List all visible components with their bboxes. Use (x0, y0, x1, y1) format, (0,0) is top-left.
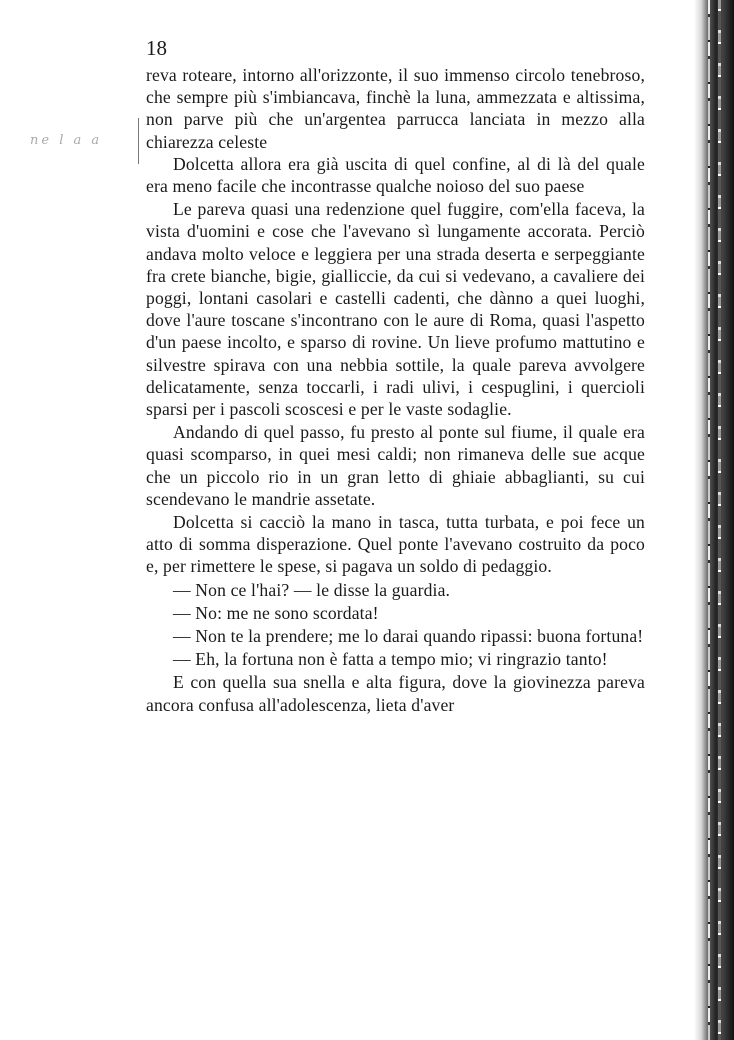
paragraph-10: E con quella sua snella e alta figura, dove la giovinezza pareva ancora confusa all'adolescenza, lieta d'aver (146, 672, 645, 715)
paragraph-8: — Non te la prendere; me lo darai quando ripassi: buona fortuna! (173, 626, 644, 647)
paragraph-3: Le pareva quasi una redenzione quel fuggire, com'ella faceva, la vista d'uomini e cose che l'avevano sì lungamente accorata. Perciò andava molto veloce e leggiera per una strada deserta e serpeggiante fra crete bianche, bigie, gialliccie, da cui si vedevano, a cavaliere dei poggi, lontani casolari e castelli cadenti, che dànno a quei luoghi, dove l'aure toscane s'incontrano con le aure di Roma, quasi l'aspetto d'un paese incolto, e sparso di rovine. Un lieve profumo mattutino e silvestre spirava con una nebbia sottile, la quale pareva avvolgere delicatamente, senza toccarli, i radi ulivi, i cespuglini, i quercioli sparsi per i pascoli scoscesi e per le vaste sodaglie. (146, 199, 645, 420)
paragraph-7: — No: me ne sono scordata! (173, 602, 379, 623)
paragraph-6: — Non ce l'hai? — le disse la guardia. (173, 579, 451, 600)
text-block (146, 64, 645, 716)
paragraph-4: Andando di quel passo, fu presto al ponte sul fiume, il quale era quasi scomparso, in quei mesi caldi; non rimaneva delle sue acque che un piccolo rio in un gran letto di ghiaie abbaglianti, su cui scendevano le mandrie assetate. (146, 422, 645, 509)
paragraph-2: Dolcetta allora era già uscita di quel confine, al di là del quale era meno facile che incontrasse qualche noioso del suo paese (146, 153, 645, 197)
page-number: 18 (146, 36, 167, 60)
margin-note: ne l a a (30, 133, 103, 148)
margin-mark (138, 118, 139, 164)
paragraph-5: Dolcetta si cacciò la mano in tasca, tutta turbata, e poi fece un atto di somma disperazione. Quel ponte l'avevano costruito da poco e, per rimettere le spese, si pagava un soldo di pedaggio. (146, 512, 645, 577)
paragraph-1: reva roteare, intorno all'orizzonte, il suo immenso circolo tenebroso, che sempre più s'imbiancava, finchè la luna, ammezzata e altissima, non parve più che un'argentea parrucca lanciata in mezzo alla chiarezza celeste (146, 65, 645, 152)
paragraph-9: — Eh, la fortuna non è fatta a tempo mio; vi ringrazio tanto! (173, 649, 608, 670)
book-page-edge (694, 0, 734, 1040)
